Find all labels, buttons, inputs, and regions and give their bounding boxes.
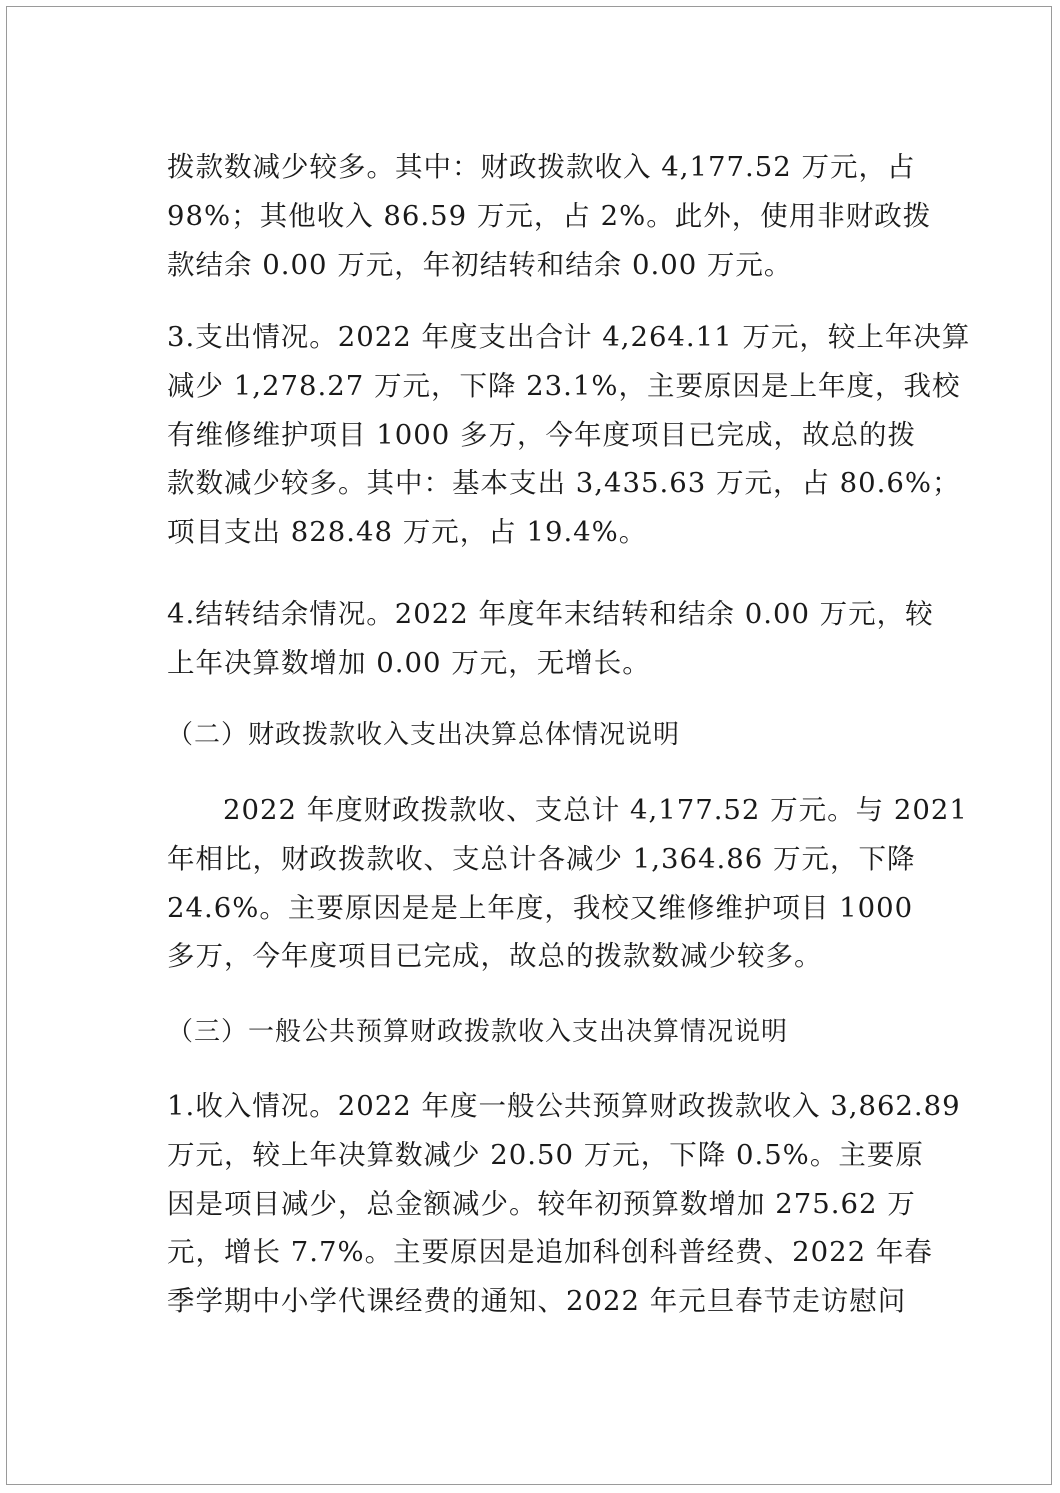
- text-line: 因是项目减少，总金额减少。较年初预算数增加 275.62 万: [167, 1187, 916, 1220]
- text-line: 2022 年度财政拨款收、支总计 4,177.52 万元。与 2021: [223, 794, 968, 826]
- text-line: 1.收入情况。2022 年度一般公共预算财政拨款收入 3,862.89: [167, 1090, 961, 1122]
- document-page: [6, 6, 1052, 1485]
- paragraph-fiscal-total: [167, 786, 968, 981]
- paragraph-expenditure: [167, 313, 971, 557]
- text-line: 款结余 0.00 万元，年初结转和结余 0.00 万元。: [167, 248, 793, 281]
- text-line: 项目支出 828.48 万元，占 19.4%。: [167, 516, 648, 549]
- text-line: 4.结转结余情况。2022 年度年末结转和结余 0.00 万元，较: [167, 598, 934, 630]
- text-line: 万元，较上年决算数减少 20.50 万元，下降 0.5%。主要原: [167, 1138, 924, 1171]
- text-line: 拨款数减少较多。其中：财政拨款收入 4,177.52 万元，占: [167, 151, 916, 183]
- text-line: 有维修维护项目 1000 多万，今年度项目已完成，故总的拨: [167, 418, 916, 451]
- text-line: 年相比，财政拨款收、支总计各减少 1,364.86 万元，下降: [167, 842, 916, 875]
- text-line: 3.支出情况。2022 年度支出合计 4,264.11 万元，较上年决算: [167, 321, 971, 353]
- paragraph-income-summary: [167, 143, 932, 289]
- text-line: 24.6%。主要原因是是上年度，我校又维修维护项目 1000: [167, 891, 914, 924]
- paragraph-carryover: [167, 590, 934, 688]
- text-line: 款数减少较多。其中：基本支出 3,435.63 万元，占 80.6%；: [167, 467, 961, 500]
- text-line: 98%；其他收入 86.59 万元，占 2%。此外，使用非财政拨: [167, 199, 932, 232]
- text-line: 减少 1,278.27 万元，下降 23.1%，主要原因是上年度，我校: [167, 369, 961, 402]
- paragraph-general-budget-income: [167, 1082, 961, 1326]
- section-heading-3: （三）一般公共预算财政拨款收入支出决算情况说明: [167, 1017, 789, 1047]
- section-heading-2: （二）财政拨款收入支出决算总体情况说明: [167, 720, 681, 750]
- text-line: 多万，今年度项目已完成，故总的拨款数减少较多。: [167, 940, 823, 973]
- text-line: 上年决算数增加 0.00 万元，无增长。: [167, 646, 651, 679]
- text-line: 季学期中小学代课经费的通知、2022 年元旦春节走访慰问: [167, 1285, 907, 1318]
- text-line: 元，增长 7.7%。主要原因是追加科创科普经费、2022 年春: [167, 1236, 933, 1269]
